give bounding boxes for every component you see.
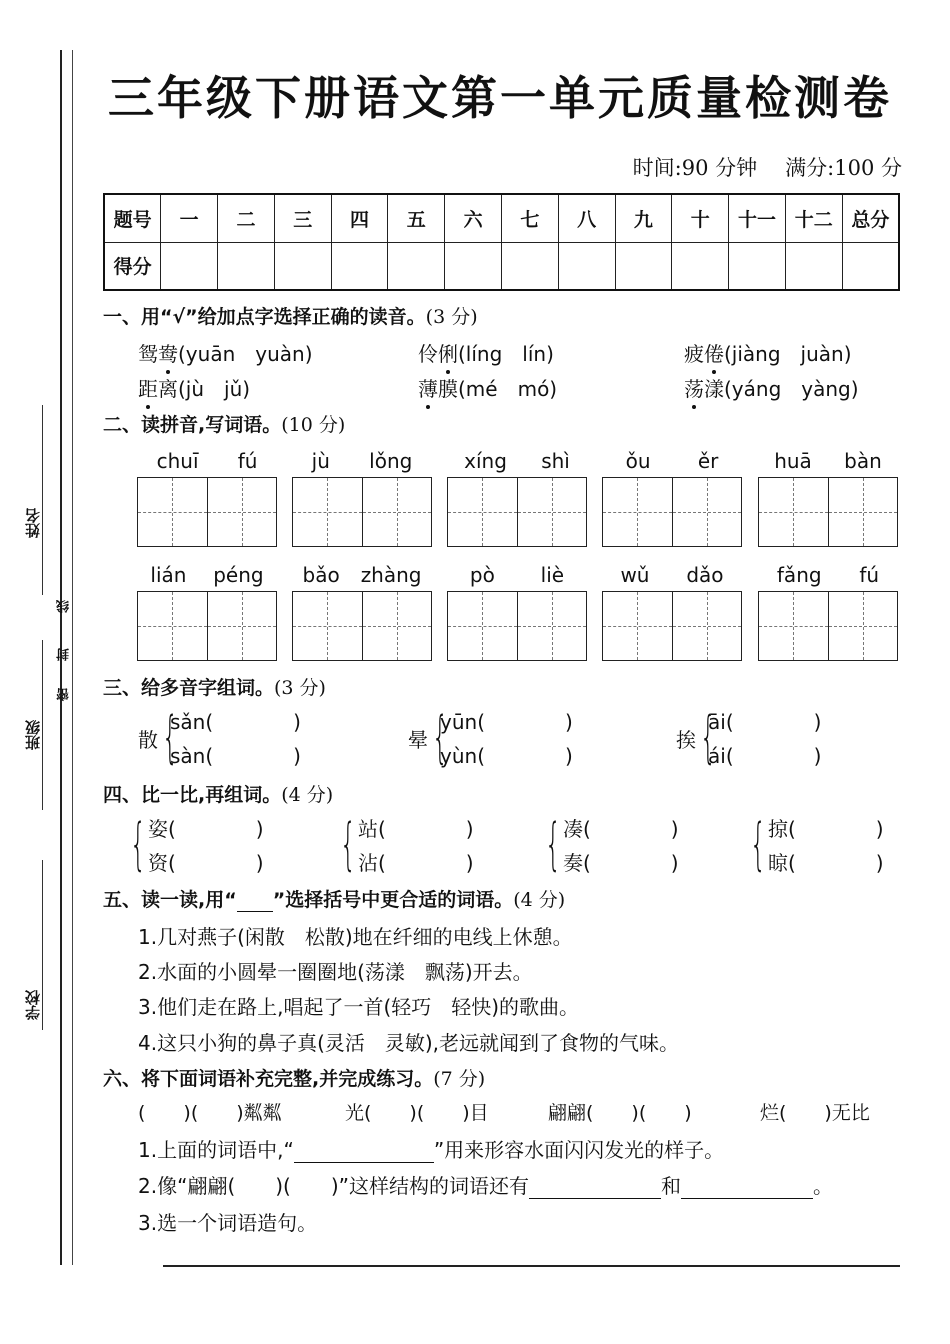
score-col: 十一: [729, 194, 786, 242]
pinyin-pair: lián péng: [150, 563, 264, 587]
score-table: [103, 193, 900, 291]
pinyin-pair: xíng shì: [464, 449, 570, 473]
score-cell[interactable]: [842, 242, 899, 290]
pinyin-pair: huā bàn: [774, 449, 882, 473]
name-label: 姓名: [24, 508, 42, 538]
pinyin-pair: fǎng fú: [776, 563, 880, 587]
score-col: 二: [218, 194, 275, 242]
score-cell[interactable]: [729, 242, 786, 290]
exam-meta: [605, 152, 902, 182]
name-blank: [42, 405, 43, 595]
score-col: 总分: [842, 194, 899, 242]
compare-group[interactable]: { 凑( ) 奏( ): [545, 812, 679, 877]
polyphone-group[interactable]: 散 { sǎn( ) sàn( ): [138, 705, 301, 770]
answer-blank[interactable]: [681, 1177, 813, 1199]
section-3-heading: 三、给多音字组词。(3 分): [103, 677, 326, 699]
seal-secret: 密: [57, 688, 72, 701]
s1-item[interactable]: 荡漾(yáng yàng): [684, 377, 859, 401]
pinyin-pair: chuī fú: [156, 449, 258, 473]
writing-grid[interactable]: [292, 591, 432, 661]
writing-grid[interactable]: [137, 591, 277, 661]
time-limit: 时间:90 分钟: [632, 156, 758, 180]
s6-word-2[interactable]: 光( )( )目: [345, 1102, 489, 1124]
s6-question-3: 3.选一个词语造句。: [138, 1211, 318, 1235]
pinyin-pair: jù lǒng: [311, 449, 413, 473]
writing-grid[interactable]: [602, 477, 742, 547]
score-cell[interactable]: [161, 242, 218, 290]
polyphone-group[interactable]: 晕 { yūn( ) yùn( ): [408, 705, 573, 770]
score-col: 七: [501, 194, 558, 242]
score-cell[interactable]: [331, 242, 388, 290]
score-col: 三: [274, 194, 331, 242]
score-cell[interactable]: [785, 242, 842, 290]
seal-seal: 封: [57, 648, 72, 661]
s5-sentence-1[interactable]: 1.几对燕子(闲散 松散)地在纤细的电线上休憩。: [138, 925, 573, 949]
s1-item[interactable]: 疲倦(jiàng juàn): [684, 342, 852, 366]
compare-group[interactable]: { 站( ) 沾( ): [340, 812, 474, 877]
score-col: 十二: [785, 194, 842, 242]
writing-grid[interactable]: [447, 477, 587, 547]
compare-group[interactable]: { 姿( ) 资( ): [130, 812, 264, 877]
section-1-heading: 一、用“√”给加点字选择正确的读音。(3 分): [103, 306, 478, 328]
score-cell[interactable]: [615, 242, 672, 290]
pinyin-pair: bǎo zhàng: [302, 563, 422, 587]
score-col: 一: [161, 194, 218, 242]
school-label: 学校: [24, 990, 42, 1020]
score-header-row: [104, 194, 899, 242]
pinyin-pair: pò liè: [469, 563, 565, 587]
writing-grid[interactable]: [602, 591, 742, 661]
s6-word-1[interactable]: ( )( )粼粼: [138, 1102, 282, 1124]
score-col: 十: [672, 194, 729, 242]
polyphone-group[interactable]: 挨 { āi( ) ái( ): [676, 705, 822, 770]
answer-blank[interactable]: [529, 1177, 661, 1199]
writing-grid[interactable]: [758, 591, 898, 661]
class-label: 班级: [24, 720, 42, 750]
class-blank: [42, 640, 43, 810]
compare-group[interactable]: { 掠( ) 晾( ): [750, 812, 884, 877]
score-cell[interactable]: [558, 242, 615, 290]
s5-sentence-2[interactable]: 2.水面的小圆晕一圈圈地(荡漾 飘荡)开去。: [138, 960, 533, 984]
score-cell[interactable]: [218, 242, 275, 290]
score-cell[interactable]: [388, 242, 445, 290]
score-row-label: 得分: [104, 242, 161, 290]
s6-word-3[interactable]: 翩翩( )( ): [548, 1102, 692, 1124]
writing-grid[interactable]: [758, 477, 898, 547]
sentence-answer-line[interactable]: [163, 1265, 900, 1267]
score-cell[interactable]: [501, 242, 558, 290]
writing-grid[interactable]: [292, 477, 432, 547]
section-5-heading: 五、读一读,用“ ”选择括号中更合适的词语。(4 分): [103, 889, 566, 911]
pinyin-pair: wǔ dǎo: [620, 563, 724, 587]
s1-item[interactable]: 薄膜(mé mó): [418, 377, 558, 401]
score-cell[interactable]: [274, 242, 331, 290]
underline-sample: [237, 894, 273, 912]
s6-question-2: 2.像“翩翩( )( )”这样结构的词语还有 和 。: [138, 1174, 834, 1198]
score-col: 八: [558, 194, 615, 242]
score-col: 四: [331, 194, 388, 242]
score-col: 题号: [104, 194, 161, 242]
page-title: 三年级下册语文第一单元质量检测卷: [108, 71, 892, 125]
answer-blank[interactable]: [294, 1141, 434, 1163]
s5-sentence-3[interactable]: 3.他们走在路上,唱起了一首(轻巧 轻快)的歌曲。: [138, 995, 580, 1019]
section-4-heading: 四、比一比,再组词。(4 分): [103, 784, 334, 806]
section-2-heading: 二、读拼音,写词语。(10 分): [103, 414, 346, 436]
full-score: 满分:100 分: [785, 156, 902, 180]
writing-grid[interactable]: [447, 591, 587, 661]
section-6-heading: 六、将下面词语补充完整,并完成练习。(7 分): [103, 1068, 486, 1090]
score-cell[interactable]: [672, 242, 729, 290]
s6-word-4[interactable]: 烂( )无比: [760, 1102, 870, 1124]
score-col: 九: [615, 194, 672, 242]
score-cell[interactable]: [445, 242, 502, 290]
s1-item[interactable]: 伶俐(líng lín): [418, 342, 554, 366]
s5-sentence-4[interactable]: 4.这只小狗的鼻子真(灵活 灵敏),老远就闻到了食物的气味。: [138, 1031, 680, 1055]
score-col: 六: [445, 194, 502, 242]
writing-grid[interactable]: [137, 477, 277, 547]
score-col: 五: [388, 194, 445, 242]
score-value-row: [104, 242, 899, 290]
pinyin-pair: ǒu ěr: [625, 449, 719, 473]
seal-line: 线: [57, 600, 72, 613]
s1-item[interactable]: 鸳鸯(yuān yuàn): [138, 342, 313, 366]
s1-item[interactable]: 距离(jù jǔ): [138, 377, 251, 401]
s6-question-1: 1.上面的词语中,“ ”用来形容水面闪闪发光的样子。: [138, 1138, 725, 1162]
school-blank: [42, 860, 43, 1030]
